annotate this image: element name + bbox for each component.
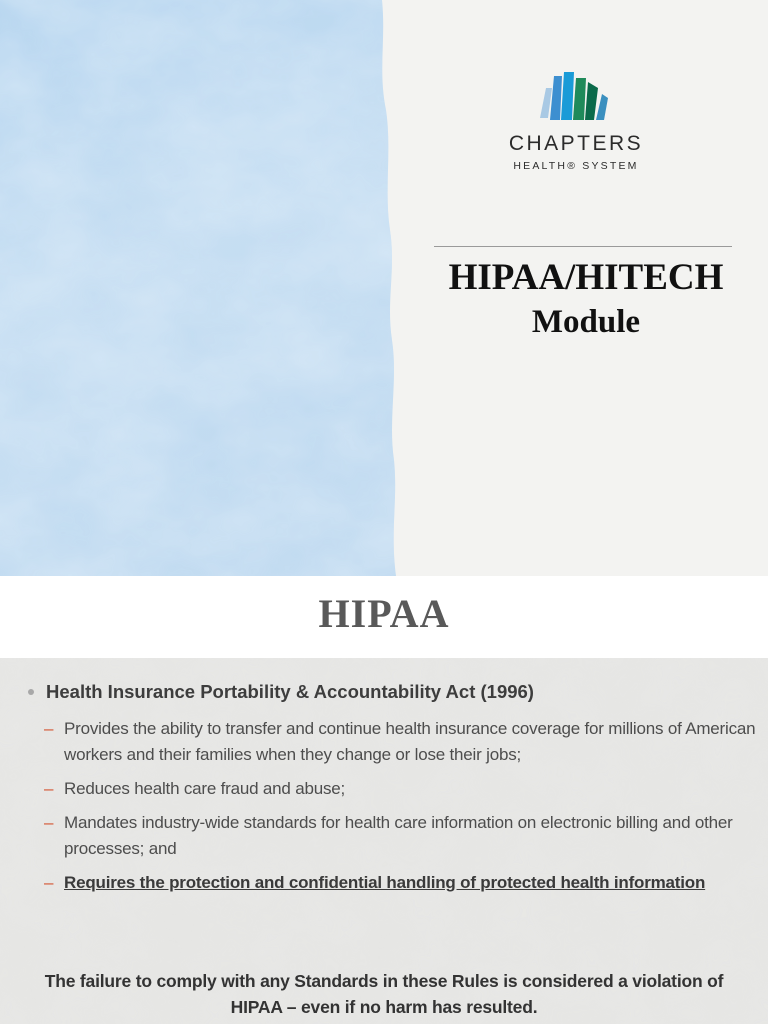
list-item [44, 810, 756, 862]
slide-subtitle: Module [531, 304, 641, 340]
logo-wordmark: CHAPTERS [508, 132, 644, 155]
chapters-logo [496, 68, 656, 178]
list-item-text: Reduces health care fraud and abuse; [64, 779, 346, 798]
list-item [44, 776, 756, 802]
compliance-note: The failure to comply with any Standards in these Rules is considered a violation of HIPAA – even if no harm has resulted. [44, 971, 724, 1017]
list-item [44, 716, 756, 768]
list-item-text: Requires the protection and confidential handling of protected health information [64, 873, 706, 892]
books-logo-icon [536, 68, 616, 124]
dash-icon: – [44, 719, 54, 738]
content-slide-title: HIPAA [318, 591, 450, 636]
title-divider [434, 246, 732, 247]
list-item-text: Mandates industry-wide standards for health care information on electronic billing and other processes; and [64, 813, 733, 858]
list-item-emphasized [44, 870, 756, 896]
content-slide [0, 576, 768, 1024]
main-bullet-text: Health Insurance Portability & Accountability Act (1996) [46, 681, 534, 702]
dash-icon: – [44, 813, 54, 832]
main-bullet [28, 681, 534, 703]
slide-title: HIPAA/HITECH [448, 257, 724, 298]
dash-icon: – [44, 779, 54, 798]
watercolor-panel [0, 0, 400, 576]
bullet-dot-icon [28, 689, 34, 695]
logo-subtitle: HEALTH® SYSTEM [513, 160, 639, 172]
list-item-text: Provides the ability to transfer and continue health insurance coverage for millions of American workers and their families when they change or lose their jobs; [64, 719, 756, 764]
content-slide-header [0, 576, 768, 658]
dash-icon: – [44, 873, 54, 892]
content-slide-body [0, 658, 768, 1024]
